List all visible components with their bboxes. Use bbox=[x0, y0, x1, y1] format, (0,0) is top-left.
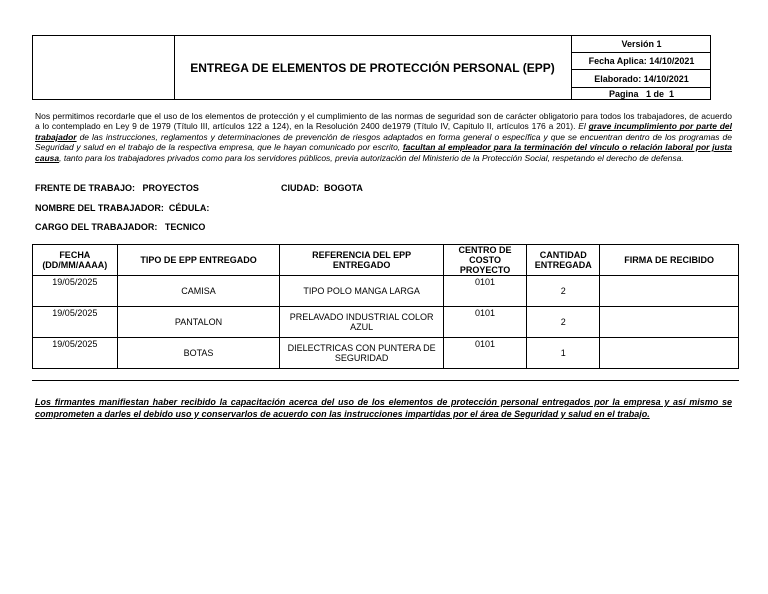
cell-tipo: PANTALON bbox=[117, 307, 280, 338]
header-centro: CENTRO DE COSTO PROYECTO bbox=[443, 245, 526, 276]
cell-centro: 0101 bbox=[443, 338, 526, 369]
ciudad-field: CIUDAD: BOGOTA bbox=[281, 183, 363, 193]
cell-tipo: BOTAS bbox=[117, 338, 280, 369]
document-title: ENTREGA DE ELEMENTOS DE PROTECCIÓN PERSONAL (EPP) bbox=[190, 60, 555, 75]
table-row bbox=[33, 276, 739, 307]
cell-firma[interactable] bbox=[600, 338, 739, 369]
table-header-row bbox=[33, 245, 739, 276]
notice-text-italic: de las instrucciones, reglamentos y determinaciones de prevención de riesgos adaptados en forma general o específica y que se encuentran dentro de los programas de Seguridad y salud en el trabajo de la respectiva empresa, que le hayan comunicado por escrito, bbox=[35, 131, 732, 153]
document-header bbox=[32, 35, 711, 100]
cell-fecha: 19/05/2025 bbox=[33, 338, 118, 369]
header-tipo: TIPO DE EPP ENTREGADO bbox=[117, 245, 280, 276]
notice-emphasis: grave incumplimiento por parte del trabajador bbox=[35, 121, 733, 142]
page-number-label: Pagina 1 de 1 bbox=[608, 88, 675, 99]
header-fecha: FECHA (DD/MM/AAAA) bbox=[33, 245, 118, 276]
cargo-trabajador-field: CARGO DEL TRABAJADOR: TECNICO bbox=[35, 222, 206, 232]
cell-cantidad: 2 bbox=[527, 276, 600, 307]
acknowledgement-statement: Los firmantes manifiestan haber recibido la capacitación acerca del uso de los elementos de protección personal entregados por la empresa y así mismo se comprometen a darles el debido uso y conservarlos de acuerdo con las instrucciones impartidas por el área de Seguridad y salud en el trabajo. bbox=[35, 397, 732, 419]
logo-cell bbox=[33, 36, 175, 99]
header-cantidad: CANTIDAD ENTREGADA bbox=[527, 245, 600, 276]
cell-firma[interactable] bbox=[600, 276, 739, 307]
cell-fecha: 19/05/2025 bbox=[33, 276, 118, 307]
section-divider bbox=[32, 380, 739, 381]
cell-cantidad: 1 bbox=[527, 338, 600, 369]
table-row bbox=[33, 307, 739, 338]
notice-text-italic: , tanto para los trabajadores privados como para los servidores públicos, previa autorización del Ministerio de la Protección Social, respetando el derecho de defensa. bbox=[59, 152, 684, 163]
notice-text-italic: El bbox=[578, 121, 589, 132]
header-firma: FIRMA DE RECIBIDO bbox=[600, 245, 739, 276]
frente-trabajo-field: FRENTE DE TRABAJO: PROYECTOS bbox=[35, 183, 199, 193]
cell-firma[interactable] bbox=[600, 307, 739, 338]
version-label: Versión 1 bbox=[572, 36, 711, 53]
elaborado-label: Elaborado: 14/10/2021 bbox=[572, 70, 711, 88]
table-row bbox=[33, 338, 739, 369]
legal-notice bbox=[35, 111, 732, 163]
cell-fecha: 19/05/2025 bbox=[33, 307, 118, 338]
cell-referencia: TIPO POLO MANGA LARGA bbox=[280, 276, 443, 307]
epp-table bbox=[32, 244, 739, 369]
notice-text: Nos permitimos recordarle que el uso de los elementos de protección y el cumplimiento de las normas de seguridad son de carácter obligatorio para todos los trabajadores, de acuerdo a lo contemplado en Ley 9 de 1979 (Título III, artículos 122 a 124), en la Resolución 2400 de1979 (Título IV, Capitulo II, artículos 176 a 201). bbox=[35, 111, 732, 132]
cell-tipo: CAMISA bbox=[117, 276, 280, 307]
cell-centro: 0101 bbox=[443, 276, 526, 307]
header-referencia: REFERENCIA DEL EPP ENTREGADO bbox=[280, 245, 443, 276]
fecha-aplica-label: Fecha Aplica: 14/10/2021 bbox=[572, 53, 711, 70]
document-control-box bbox=[571, 36, 711, 99]
cell-referencia: DIELECTRICAS CON PUNTERA DE SEGURIDAD bbox=[280, 338, 443, 369]
cell-cantidad: 2 bbox=[527, 307, 600, 338]
notice-emphasis: facultan al empleador para la terminación del vínculo o relación laboral por justa causa bbox=[35, 142, 732, 163]
cell-referencia: PRELAVADO INDUSTRIAL COLOR AZUL bbox=[280, 307, 443, 338]
cell-centro: 0101 bbox=[443, 307, 526, 338]
nombre-trabajador-field: NOMBRE DEL TRABAJADOR: CÉDULA: bbox=[35, 203, 210, 213]
